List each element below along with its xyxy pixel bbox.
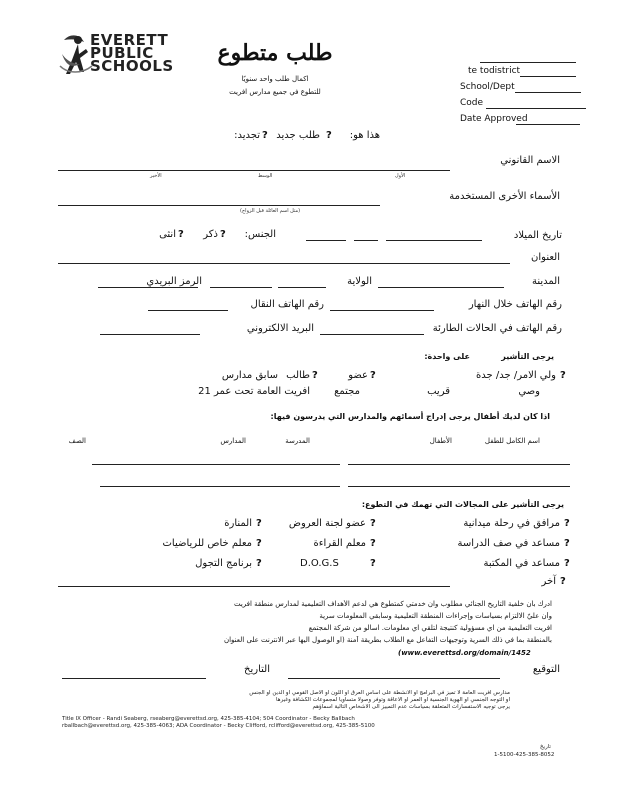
address-line[interactable] <box>58 263 510 264</box>
day-phone-label: رقم الهاتف خلال النهار <box>468 299 562 310</box>
date-line[interactable] <box>62 678 206 679</box>
mobile-line[interactable] <box>148 310 228 311</box>
interest-1-checkbox[interactable]: ? <box>370 518 376 529</box>
district-logo <box>58 30 178 80</box>
request-type-label: هذا هو: <box>349 130 380 141</box>
col-grade: الصف <box>68 437 86 445</box>
member-label: عضو <box>348 370 368 381</box>
logo-line-1: EVERETT <box>90 31 169 49</box>
child-row-1b[interactable] <box>348 464 570 465</box>
gender-label: الجنس: <box>244 229 276 240</box>
child-row-1a[interactable] <box>92 464 340 465</box>
interest-0-checkbox[interactable]: ? <box>564 518 570 529</box>
footer-nondiscrimination-2: او التوجه الجنسي او الهوية الجنسية او العمر او الاعاقة وتوفر وصولا متساويا لمجموعات الكشافة وغيرها <box>276 697 510 703</box>
code-label: Code <box>460 98 484 108</box>
consent-url[interactable]: (www.everettsd.org/domain/1452 <box>398 649 531 657</box>
consent-line-3: افريت التعليمية من اي مسؤولية كنتيجة لتلقي اي معلومات. اسالو من شركة المجتمع <box>308 624 552 632</box>
day-phone-line[interactable] <box>330 310 434 311</box>
renewal-label: تجديد: <box>234 130 260 141</box>
male-checkbox[interactable]: ? <box>220 229 226 240</box>
relationship-title: يرجى التأشير <box>501 352 554 361</box>
code-line[interactable] <box>486 108 586 109</box>
email-line[interactable] <box>100 334 200 335</box>
footer-nondiscrimination-3: يرجى توجيه الاستفسارات المتعلقة بسياسات عدم التمييز الى الاشخاص التالية اسماؤهم <box>312 704 510 710</box>
school-dept-label: School/Dept <box>460 82 515 92</box>
footer-nondiscrimination-1: مدارس افريت العامة لا تميز في البرامج او الانشطة على اساس العرق او اللون او الاصل القومي او الدين او الجنس <box>249 690 510 696</box>
consent-line-4: بالمنطقة بما في ذلك السرية وتوجيهات التفاعل مع الطلاب بطريقة آمنة (او الوصول اليها عبر الانترنت على العنوان <box>223 636 552 644</box>
community-label: مجتمع <box>334 386 360 397</box>
dob-line-2[interactable] <box>354 240 378 241</box>
guardian-label: ولي الامر/ جد/ جدة <box>476 370 556 381</box>
consent-line-2: وأن عليّ الالتزام بسياسات وإجراءات المنطقة التعليمية وسأبقي المعلومات سرية <box>319 612 552 620</box>
dob-line-3[interactable] <box>306 240 346 241</box>
interests-title: يرجى التأشير على المجالات التي تهمك في التطوع: <box>361 500 564 509</box>
zip-line-a[interactable] <box>210 287 272 288</box>
interest-7-checkbox[interactable]: ? <box>370 558 376 569</box>
other-names-label: الأسماء الأخرى المستخدمة <box>449 191 560 202</box>
city-line[interactable] <box>378 287 504 288</box>
subtitle-all-schools: للتطوع في جميع مدارس افريت <box>229 88 321 96</box>
dob-line-1[interactable] <box>386 240 482 241</box>
interest-9-checkbox[interactable]: ? <box>560 576 566 587</box>
city-label: المدينة <box>531 276 560 287</box>
interest-dogs: D.O.G.S <box>300 558 339 569</box>
interest-walking: برنامج التجول <box>195 558 252 569</box>
new-request-checkbox[interactable]: ? <box>326 130 332 141</box>
renewal-checkbox[interactable]: ? <box>262 130 268 141</box>
last-name-sublabel: الأخير <box>150 173 162 179</box>
interest-4-checkbox[interactable]: ? <box>370 538 376 549</box>
zip-line-b[interactable] <box>98 287 198 288</box>
new-request-label: طلب جديد <box>276 130 320 141</box>
district-line[interactable] <box>520 76 576 77</box>
interest-reading: معلم القراءة <box>313 538 366 549</box>
alumni-label: افريت العامة تحت عمر 21 <box>198 386 310 397</box>
subtitle-annual: اكمال طلب واحد سنويًا <box>241 75 309 83</box>
interest-3-checkbox[interactable]: ? <box>564 538 570 549</box>
child-row-2a[interactable] <box>100 486 340 487</box>
footer-revised: تاريخ <box>540 744 551 750</box>
interest-math: معلم خاص للرياضيات <box>162 538 252 549</box>
female-checkbox[interactable]: ? <box>178 229 184 240</box>
mobile-label: رقم الهاتف النقال <box>250 299 324 310</box>
member-checkbox[interactable]: ? <box>370 370 376 381</box>
logo-line-3: SCHOOLS <box>90 57 174 75</box>
form-title: طلب متطوع <box>217 40 333 66</box>
former-student-label: سابق مدارس <box>221 370 278 381</box>
first-name-sublabel: الأول <box>395 173 406 179</box>
interest-other-line[interactable] <box>58 586 450 587</box>
interest-lighthouse: المنارة <box>224 518 252 529</box>
state-label: الولاية <box>347 276 372 287</box>
date-label: التاريخ <box>244 664 270 675</box>
interest-field-trip: مرافق في رحلة ميدانية <box>463 518 560 529</box>
guardian-checkbox[interactable]: ? <box>560 370 566 381</box>
interest-6-checkbox[interactable]: ? <box>564 558 570 569</box>
col-child-name: اسم الكامل للطفل <box>484 437 540 445</box>
footer-contacts-1: Title IX Officer - Randi Seaberg, rseaberg@everettsd.org, 425-385-4104; 504 Coordinator - Becky Ballbach <box>62 716 355 722</box>
state-line[interactable] <box>278 287 326 288</box>
school-dept-line[interactable] <box>515 92 581 93</box>
interest-8-checkbox[interactable]: ? <box>256 558 262 569</box>
interest-classroom: مساعد في صف الدراسة <box>457 538 560 549</box>
col-schools: المدارس <box>220 437 246 445</box>
female-label: انثى <box>159 229 176 240</box>
footer-form-number: 1-5100-425-385-8052 <box>494 752 555 758</box>
interest-5-checkbox[interactable]: ? <box>256 538 262 549</box>
interest-2-checkbox[interactable]: ? <box>256 518 262 529</box>
email-label: البريد الالكتروني <box>246 323 314 334</box>
logo-line-2: PUBLIC <box>90 44 154 62</box>
office-use-top-line <box>480 62 576 63</box>
date-approved-label: Date Approved <box>460 114 528 124</box>
signature-line[interactable] <box>288 678 500 679</box>
date-approved-line[interactable] <box>516 124 580 125</box>
interest-other: آخر <box>541 576 556 587</box>
address-label: العنوان <box>531 252 560 263</box>
dob-label: تاريخ الميلاد <box>513 230 562 241</box>
zip-label: الرمز البريدي <box>146 276 202 287</box>
student-checkbox[interactable]: ? <box>312 370 318 381</box>
col-school: المدرسة <box>285 437 310 445</box>
legal-name-line[interactable] <box>58 170 450 171</box>
child-row-2b[interactable] <box>348 486 570 487</box>
interest-library: مساعد في المكتبة <box>483 558 560 569</box>
guardian-note: وصي <box>518 386 540 397</box>
interest-committee: عضو لجنة العروض <box>288 518 366 529</box>
signature-label: التوقيع <box>532 664 560 675</box>
legal-name-label: الاسم القانوني <box>500 155 560 166</box>
male-label: ذكر <box>203 229 218 240</box>
student-label: طالب <box>286 370 310 381</box>
emergency-line[interactable] <box>320 334 424 335</box>
consent-line-1: ادرك بأن خلفية التاريخ الجنائي مطلوب وان خدمتي كمتطوع هي لدعم الأهداف التعليمية لمدارس منطقة افريت <box>233 600 552 608</box>
district-label: te todistrict <box>468 66 521 76</box>
emergency-label: رقم الهاتف في الحالات الطارئة <box>432 323 562 334</box>
relationship-subtitle: على واحدة: <box>424 352 470 361</box>
col-children: الأطفال <box>429 437 452 445</box>
other-names-note: (مثل اسم العائلة قبل الزواج) <box>240 208 301 214</box>
footer-contacts-2: rballbach@everettsd.org, 425-385-4063; ADA Coordinator - Becky Clifford, rclifford@everettsd.org, 425-385-5100 <box>62 723 375 729</box>
middle-name-sublabel: الوسط <box>258 173 273 179</box>
relative-label: قريب <box>427 386 450 397</box>
other-names-line[interactable] <box>58 205 380 206</box>
children-instruction: اذا كان لديك أطفال يرجى إدراج أسمائهم والمدارس التي يدرسون فيها: <box>270 412 550 421</box>
